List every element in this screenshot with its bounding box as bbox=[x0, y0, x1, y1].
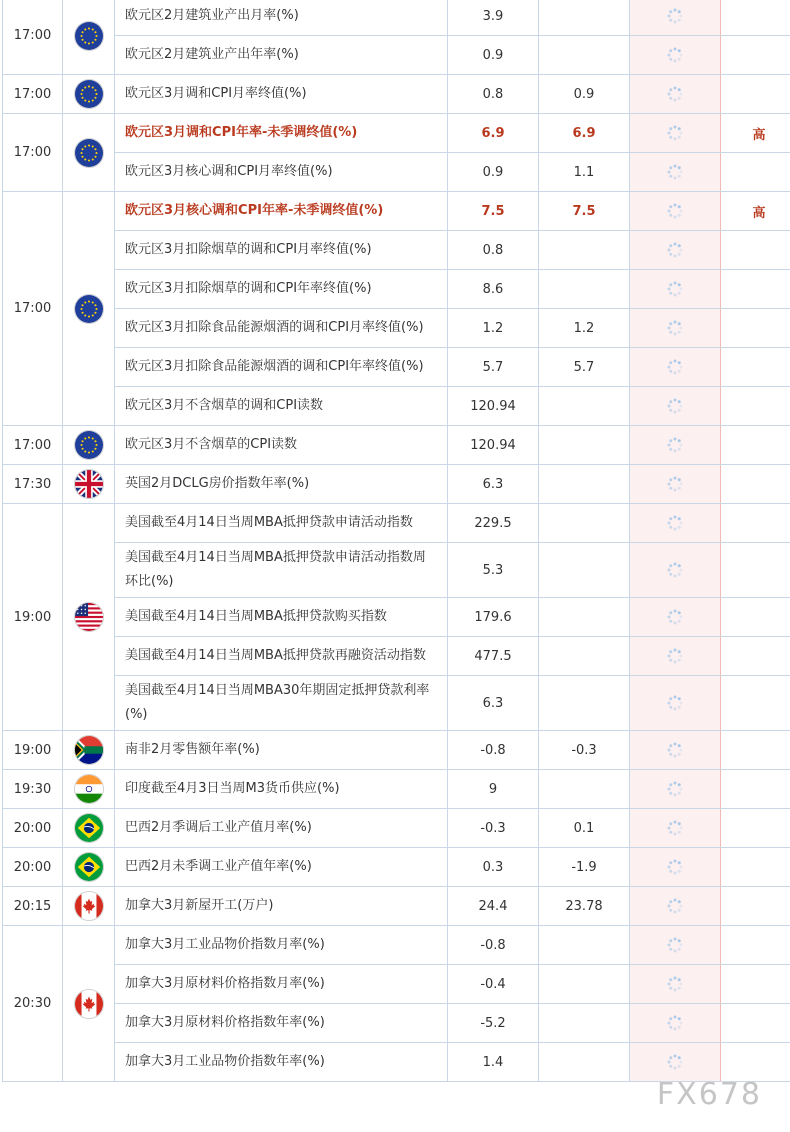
forecast-value: 7.5 bbox=[539, 192, 630, 231]
forecast-value bbox=[539, 965, 630, 1004]
actual-value: 5.7 bbox=[448, 348, 539, 387]
actual-value: 9 bbox=[448, 770, 539, 809]
event-name: 美国截至4月14日当周MBA抵押贷款申请活动指数周环比(%) bbox=[115, 543, 448, 598]
loading-spinner-icon bbox=[666, 1014, 684, 1032]
event-row bbox=[3, 598, 790, 637]
previous-value-cell bbox=[630, 114, 721, 153]
forecast-value bbox=[539, 598, 630, 637]
event-row bbox=[3, 192, 790, 231]
forecast-value bbox=[539, 231, 630, 270]
event-row bbox=[3, 426, 790, 465]
eu-flag-icon bbox=[74, 430, 104, 460]
importance-label bbox=[721, 465, 790, 504]
previous-value-cell bbox=[630, 231, 721, 270]
event-name: 加拿大3月原材料价格指数年率(%) bbox=[115, 1004, 448, 1043]
eu-flag-icon bbox=[74, 294, 104, 324]
event-name: 欧元区3月扣除食品能源烟酒的调和CPI月率终值(%) bbox=[115, 309, 448, 348]
previous-value-cell bbox=[630, 965, 721, 1004]
actual-value: 24.4 bbox=[448, 887, 539, 926]
importance-label bbox=[721, 426, 790, 465]
previous-value-cell bbox=[630, 731, 721, 770]
country-flag-cell bbox=[63, 809, 115, 848]
event-row bbox=[3, 114, 790, 153]
event-row bbox=[3, 153, 790, 192]
forecast-value bbox=[539, 0, 630, 36]
previous-value-cell bbox=[630, 504, 721, 543]
event-row bbox=[3, 348, 790, 387]
actual-value: 0.8 bbox=[448, 75, 539, 114]
importance-label bbox=[721, 36, 790, 75]
event-time: 17:00 bbox=[3, 75, 63, 114]
forecast-value: 0.9 bbox=[539, 75, 630, 114]
event-row bbox=[3, 848, 790, 887]
loading-spinner-icon bbox=[666, 936, 684, 954]
event-name: 美国截至4月14日当周MBA30年期固定抵押贷款利率(%) bbox=[115, 676, 448, 731]
event-name: 欧元区3月扣除食品能源烟酒的调和CPI年率终值(%) bbox=[115, 348, 448, 387]
importance-label bbox=[721, 637, 790, 676]
previous-value-cell bbox=[630, 153, 721, 192]
event-name: 加拿大3月原材料价格指数月率(%) bbox=[115, 965, 448, 1004]
forecast-value: 1.2 bbox=[539, 309, 630, 348]
loading-spinner-icon bbox=[666, 741, 684, 759]
event-row bbox=[3, 731, 790, 770]
loading-spinner-icon bbox=[666, 7, 684, 25]
previous-value-cell bbox=[630, 465, 721, 504]
event-time: 19:30 bbox=[3, 770, 63, 809]
loading-spinner-icon bbox=[666, 514, 684, 532]
importance-label bbox=[721, 231, 790, 270]
forecast-value bbox=[539, 676, 630, 731]
importance-label bbox=[721, 731, 790, 770]
previous-value-cell bbox=[630, 598, 721, 637]
event-row bbox=[3, 270, 790, 309]
importance-label bbox=[721, 809, 790, 848]
country-flag-cell bbox=[63, 731, 115, 770]
previous-value-cell bbox=[630, 887, 721, 926]
india-flag-icon bbox=[74, 774, 104, 804]
event-row bbox=[3, 1043, 790, 1082]
south-africa-flag-icon bbox=[74, 735, 104, 765]
event-name: 欧元区3月不含烟草的CPI读数 bbox=[115, 426, 448, 465]
forecast-value: 23.78 bbox=[539, 887, 630, 926]
event-name: 欧元区3月不含烟草的调和CPI读数 bbox=[115, 387, 448, 426]
event-name: 加拿大3月新屋开工(万户) bbox=[115, 887, 448, 926]
previous-value-cell bbox=[630, 0, 721, 36]
forecast-value bbox=[539, 270, 630, 309]
uk-flag-icon bbox=[74, 469, 104, 499]
event-name: 加拿大3月工业品物价指数月率(%) bbox=[115, 926, 448, 965]
event-row bbox=[3, 0, 790, 36]
event-row bbox=[3, 809, 790, 848]
previous-value-cell bbox=[630, 543, 721, 598]
actual-value: 179.6 bbox=[448, 598, 539, 637]
importance-label bbox=[721, 504, 790, 543]
previous-value-cell bbox=[630, 770, 721, 809]
previous-value-cell bbox=[630, 426, 721, 465]
actual-value: 6.3 bbox=[448, 465, 539, 504]
loading-spinner-icon bbox=[666, 819, 684, 837]
forecast-value: 5.7 bbox=[539, 348, 630, 387]
previous-value-cell bbox=[630, 348, 721, 387]
importance-label bbox=[721, 543, 790, 598]
event-row bbox=[3, 387, 790, 426]
event-time: 20:00 bbox=[3, 848, 63, 887]
event-time: 17:00 bbox=[3, 0, 63, 75]
actual-value: 120.94 bbox=[448, 387, 539, 426]
event-row bbox=[3, 36, 790, 75]
loading-spinner-icon bbox=[666, 561, 684, 579]
loading-spinner-icon bbox=[666, 124, 684, 142]
forecast-value bbox=[539, 770, 630, 809]
previous-value-cell bbox=[630, 637, 721, 676]
event-time: 20:00 bbox=[3, 809, 63, 848]
event-name: 欧元区2月建筑业产出年率(%) bbox=[115, 36, 448, 75]
importance-label bbox=[721, 309, 790, 348]
forecast-value: 1.1 bbox=[539, 153, 630, 192]
actual-value: -0.3 bbox=[448, 809, 539, 848]
economic-calendar-table bbox=[2, 0, 790, 1082]
forecast-value bbox=[539, 1004, 630, 1043]
event-name: 欧元区3月核心调和CPI月率终值(%) bbox=[115, 153, 448, 192]
loading-spinner-icon bbox=[666, 647, 684, 665]
importance-label bbox=[721, 676, 790, 731]
loading-spinner-icon bbox=[666, 85, 684, 103]
watermark: FX678 bbox=[656, 1077, 762, 1112]
loading-spinner-icon bbox=[666, 397, 684, 415]
us-flag-icon bbox=[74, 602, 104, 632]
loading-spinner-icon bbox=[666, 358, 684, 376]
event-row bbox=[3, 676, 790, 731]
event-row bbox=[3, 887, 790, 926]
event-time: 19:00 bbox=[3, 731, 63, 770]
brazil-flag-icon bbox=[74, 852, 104, 882]
forecast-value bbox=[539, 426, 630, 465]
country-flag-cell bbox=[63, 504, 115, 731]
importance-label bbox=[721, 153, 790, 192]
actual-value: 477.5 bbox=[448, 637, 539, 676]
importance-label bbox=[721, 926, 790, 965]
eu-flag-icon bbox=[74, 21, 104, 51]
canada-flag-icon bbox=[74, 891, 104, 921]
loading-spinner-icon bbox=[666, 319, 684, 337]
loading-spinner-icon bbox=[666, 475, 684, 493]
forecast-value: 6.9 bbox=[539, 114, 630, 153]
event-time: 17:00 bbox=[3, 192, 63, 426]
actual-value: -0.8 bbox=[448, 731, 539, 770]
actual-value: 0.9 bbox=[448, 153, 539, 192]
forecast-value: -1.9 bbox=[539, 848, 630, 887]
previous-value-cell bbox=[630, 676, 721, 731]
importance-label bbox=[721, 965, 790, 1004]
loading-spinner-icon bbox=[666, 608, 684, 626]
event-row bbox=[3, 309, 790, 348]
actual-value: 1.2 bbox=[448, 309, 539, 348]
actual-value: 7.5 bbox=[448, 192, 539, 231]
country-flag-cell bbox=[63, 0, 115, 75]
previous-value-cell bbox=[630, 270, 721, 309]
event-time: 17:00 bbox=[3, 114, 63, 192]
event-name: 欧元区3月核心调和CPI年率-未季调终值(%) bbox=[115, 192, 448, 231]
brazil-flag-icon bbox=[74, 813, 104, 843]
forecast-value bbox=[539, 637, 630, 676]
loading-spinner-icon bbox=[666, 780, 684, 798]
loading-spinner-icon bbox=[666, 280, 684, 298]
event-row bbox=[3, 543, 790, 598]
loading-spinner-icon bbox=[666, 46, 684, 64]
previous-value-cell bbox=[630, 75, 721, 114]
previous-value-cell bbox=[630, 926, 721, 965]
importance-label bbox=[721, 0, 790, 36]
event-name: 美国截至4月14日当周MBA抵押贷款购买指数 bbox=[115, 598, 448, 637]
actual-value: 0.9 bbox=[448, 36, 539, 75]
loading-spinner-icon bbox=[666, 897, 684, 915]
event-time: 17:00 bbox=[3, 426, 63, 465]
event-time: 19:00 bbox=[3, 504, 63, 731]
importance-label bbox=[721, 348, 790, 387]
event-row bbox=[3, 231, 790, 270]
previous-value-cell bbox=[630, 1004, 721, 1043]
previous-value-cell bbox=[630, 848, 721, 887]
actual-value: -5.2 bbox=[448, 1004, 539, 1043]
importance-label bbox=[721, 887, 790, 926]
event-name: 巴西2月未季调工业产值年率(%) bbox=[115, 848, 448, 887]
loading-spinner-icon bbox=[666, 202, 684, 220]
previous-value-cell bbox=[630, 192, 721, 231]
loading-spinner-icon bbox=[666, 163, 684, 181]
event-name: 加拿大3月工业品物价指数年率(%) bbox=[115, 1043, 448, 1082]
importance-label bbox=[721, 75, 790, 114]
event-time: 20:15 bbox=[3, 887, 63, 926]
country-flag-cell bbox=[63, 926, 115, 1082]
importance-label bbox=[721, 770, 790, 809]
country-flag-cell bbox=[63, 192, 115, 426]
actual-value: 0.3 bbox=[448, 848, 539, 887]
actual-value: -0.4 bbox=[448, 965, 539, 1004]
country-flag-cell bbox=[63, 75, 115, 114]
importance-label bbox=[721, 270, 790, 309]
event-name: 美国截至4月14日当周MBA抵押贷款申请活动指数 bbox=[115, 504, 448, 543]
importance-label bbox=[721, 598, 790, 637]
event-name: 南非2月零售额年率(%) bbox=[115, 731, 448, 770]
event-name: 英国2月DCLG房价指数年率(%) bbox=[115, 465, 448, 504]
importance-label bbox=[721, 848, 790, 887]
event-row bbox=[3, 637, 790, 676]
importance-label bbox=[721, 387, 790, 426]
country-flag-cell bbox=[63, 465, 115, 504]
loading-spinner-icon bbox=[666, 1053, 684, 1071]
event-row bbox=[3, 465, 790, 504]
event-row bbox=[3, 1004, 790, 1043]
eu-flag-icon bbox=[74, 138, 104, 168]
event-row bbox=[3, 965, 790, 1004]
forecast-value bbox=[539, 926, 630, 965]
actual-value: 5.3 bbox=[448, 543, 539, 598]
previous-value-cell bbox=[630, 1043, 721, 1082]
canada-flag-icon bbox=[74, 989, 104, 1019]
event-row bbox=[3, 504, 790, 543]
actual-value: 8.6 bbox=[448, 270, 539, 309]
country-flag-cell bbox=[63, 770, 115, 809]
calendar-body bbox=[3, 0, 790, 1082]
loading-spinner-icon bbox=[666, 975, 684, 993]
forecast-value bbox=[539, 387, 630, 426]
forecast-value bbox=[539, 36, 630, 75]
event-name: 巴西2月季调后工业产值月率(%) bbox=[115, 809, 448, 848]
forecast-value bbox=[539, 543, 630, 598]
country-flag-cell bbox=[63, 887, 115, 926]
forecast-value: 0.1 bbox=[539, 809, 630, 848]
event-row bbox=[3, 926, 790, 965]
importance-label: 高 bbox=[721, 192, 790, 231]
event-name: 印度截至4月3日当周M3货币供应(%) bbox=[115, 770, 448, 809]
actual-value: 120.94 bbox=[448, 426, 539, 465]
actual-value: 3.9 bbox=[448, 0, 539, 36]
importance-label: 高 bbox=[721, 114, 790, 153]
previous-value-cell bbox=[630, 387, 721, 426]
event-name: 欧元区3月扣除烟草的调和CPI年率终值(%) bbox=[115, 270, 448, 309]
actual-value: -0.8 bbox=[448, 926, 539, 965]
event-name: 欧元区2月建筑业产出月率(%) bbox=[115, 0, 448, 36]
event-name: 欧元区3月调和CPI年率-未季调终值(%) bbox=[115, 114, 448, 153]
importance-label bbox=[721, 1004, 790, 1043]
event-name: 欧元区3月调和CPI月率终值(%) bbox=[115, 75, 448, 114]
country-flag-cell bbox=[63, 848, 115, 887]
actual-value: 1.4 bbox=[448, 1043, 539, 1082]
event-row bbox=[3, 770, 790, 809]
actual-value: 6.9 bbox=[448, 114, 539, 153]
eu-flag-icon bbox=[74, 79, 104, 109]
event-row bbox=[3, 75, 790, 114]
actual-value: 229.5 bbox=[448, 504, 539, 543]
previous-value-cell bbox=[630, 309, 721, 348]
country-flag-cell bbox=[63, 114, 115, 192]
previous-value-cell bbox=[630, 36, 721, 75]
event-name: 欧元区3月扣除烟草的调和CPI月率终值(%) bbox=[115, 231, 448, 270]
loading-spinner-icon bbox=[666, 694, 684, 712]
event-name: 美国截至4月14日当周MBA抵押贷款再融资活动指数 bbox=[115, 637, 448, 676]
forecast-value bbox=[539, 504, 630, 543]
previous-value-cell bbox=[630, 809, 721, 848]
forecast-value bbox=[539, 465, 630, 504]
loading-spinner-icon bbox=[666, 858, 684, 876]
actual-value: 0.8 bbox=[448, 231, 539, 270]
loading-spinner-icon bbox=[666, 241, 684, 259]
event-time: 17:30 bbox=[3, 465, 63, 504]
country-flag-cell bbox=[63, 426, 115, 465]
forecast-value: -0.3 bbox=[539, 731, 630, 770]
importance-label bbox=[721, 1043, 790, 1082]
event-time: 20:30 bbox=[3, 926, 63, 1082]
actual-value: 6.3 bbox=[448, 676, 539, 731]
loading-spinner-icon bbox=[666, 436, 684, 454]
forecast-value bbox=[539, 1043, 630, 1082]
